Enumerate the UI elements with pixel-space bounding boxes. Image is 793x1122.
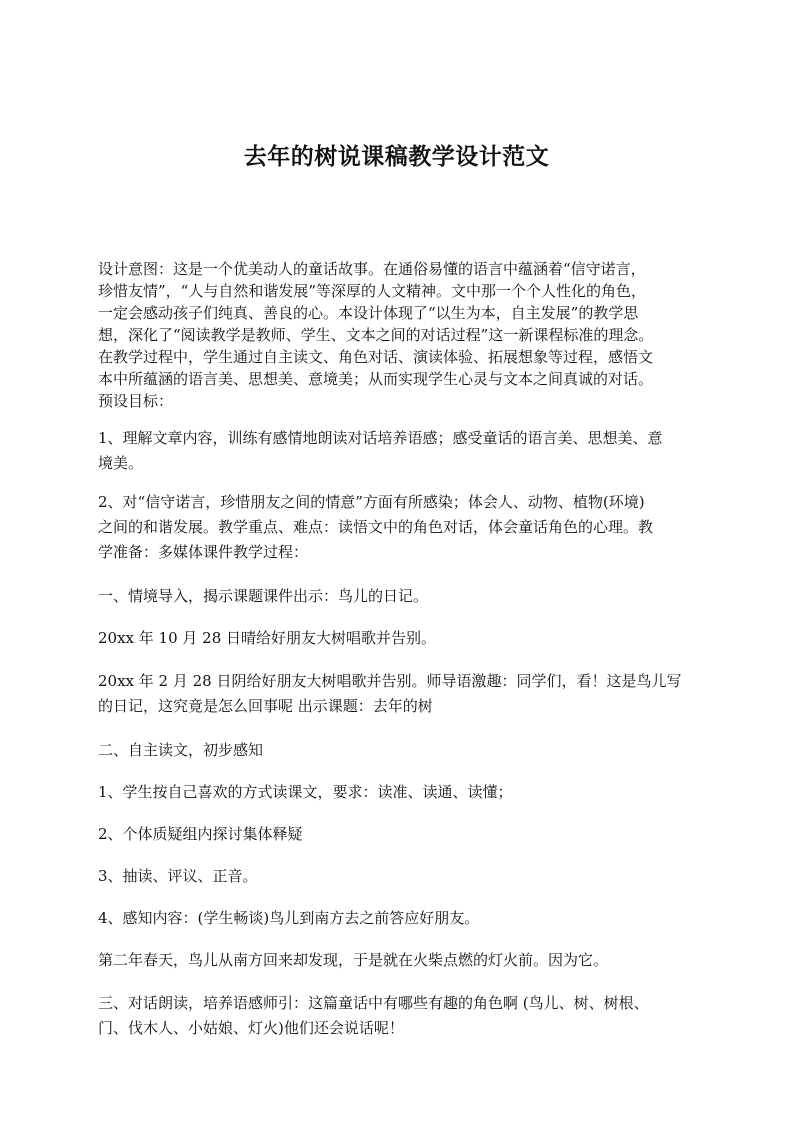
text-line: 三、对话朗读，培养语感师引：这篇童话中有哪些有趣的角色啊 (鸟儿、树、树根、 xyxy=(98,994,649,1012)
list-item: 1、学生按自己喜欢的方式读课文，要求：读准、读通、读懂； xyxy=(98,783,513,801)
goal-1-paragraph xyxy=(98,426,698,476)
text-line: 在教学过程中，学生通过自主读文、角色对话、演读体验、拓展想象等过程，感悟文 xyxy=(98,348,654,366)
text-line: 设计意图：这是一个优美动人的童话故事。在通俗易懂的语言中蕴涵着“信守诺言， xyxy=(98,260,646,278)
text-line: 预设目标： xyxy=(98,392,174,410)
text-line: 想，深化了“阅读教学是教师、学生、文本之间的对话过程”这一新课程标准的理念。 xyxy=(98,326,654,344)
design-intent-paragraph xyxy=(98,258,698,412)
text-line: 珍惜友情”，“人与自然和谐发展”等深厚的人文精神。文中那一个个人性化的角色， xyxy=(98,282,647,300)
document-body xyxy=(98,258,698,1041)
step-3-paragraph xyxy=(98,991,698,1041)
step-2-heading: 二、自主读文，初步感知 xyxy=(98,741,264,759)
text-line: 一定会感动孩子们纯真、善良的心。本设计体现了“以生为本，自主发展”的教学思 xyxy=(98,304,639,322)
text-line: 的日记，这究竟是怎么回事呢 出示课题：去年的树 xyxy=(98,697,433,715)
text-line: 境美。 xyxy=(98,454,144,472)
text-line: 20xx 年 2 月 28 日阴给好朋友大树唱歌并告别。师导语激趣：同学们，看！这是鸟儿写 xyxy=(98,672,682,690)
diary-entry-1: 20xx 年 10 月 28 日晴给好朋友大树唱歌并告别。 xyxy=(98,629,437,647)
list-item: 2、个体质疑组内探讨集体释疑 xyxy=(98,825,303,843)
spring-paragraph: 第二年春天，鸟儿从南方回来却发现，于是就在火柴点燃的灯火前。因为它。 xyxy=(98,951,609,969)
text-line: 学准备：多媒体课件教学过程： xyxy=(98,543,309,561)
text-line: 本中所蕴涵的语言美、思想美、意境美；从而实现学生心灵与文本之间真诚的对话。 xyxy=(98,370,654,388)
text-line: 门、伐木人、小姑娘、灯火)他们还会说话呢！ xyxy=(98,1019,404,1037)
list-item: 4、感知内容：(学生畅谈)鸟儿到南方去之前答应好朋友。 xyxy=(98,909,480,927)
text-line: 之间的和谐发展。教学重点、难点：读悟文中的角色对话，体会童话角色的心理。教 xyxy=(98,518,654,536)
text-line: 2、对“信守诺言，珍惜朋友之间的情意”方面有所感染；体会人、动物、植物(环境) xyxy=(98,493,645,511)
list-item: 3、抽读、评议、正音。 xyxy=(98,867,258,885)
diary-entry-2-paragraph xyxy=(98,669,698,719)
document-title: 去年的树说课稿教学设计范文 xyxy=(243,144,550,170)
text-line: 1、理解文章内容，训练有感情地朗读对话培养语感；感受童话的语言美、思想美、意 xyxy=(98,429,663,447)
goal-2-paragraph xyxy=(98,490,698,565)
step-1-heading: 一、情境导入，揭示课题课件出示：鸟儿的日记。 xyxy=(98,587,429,605)
